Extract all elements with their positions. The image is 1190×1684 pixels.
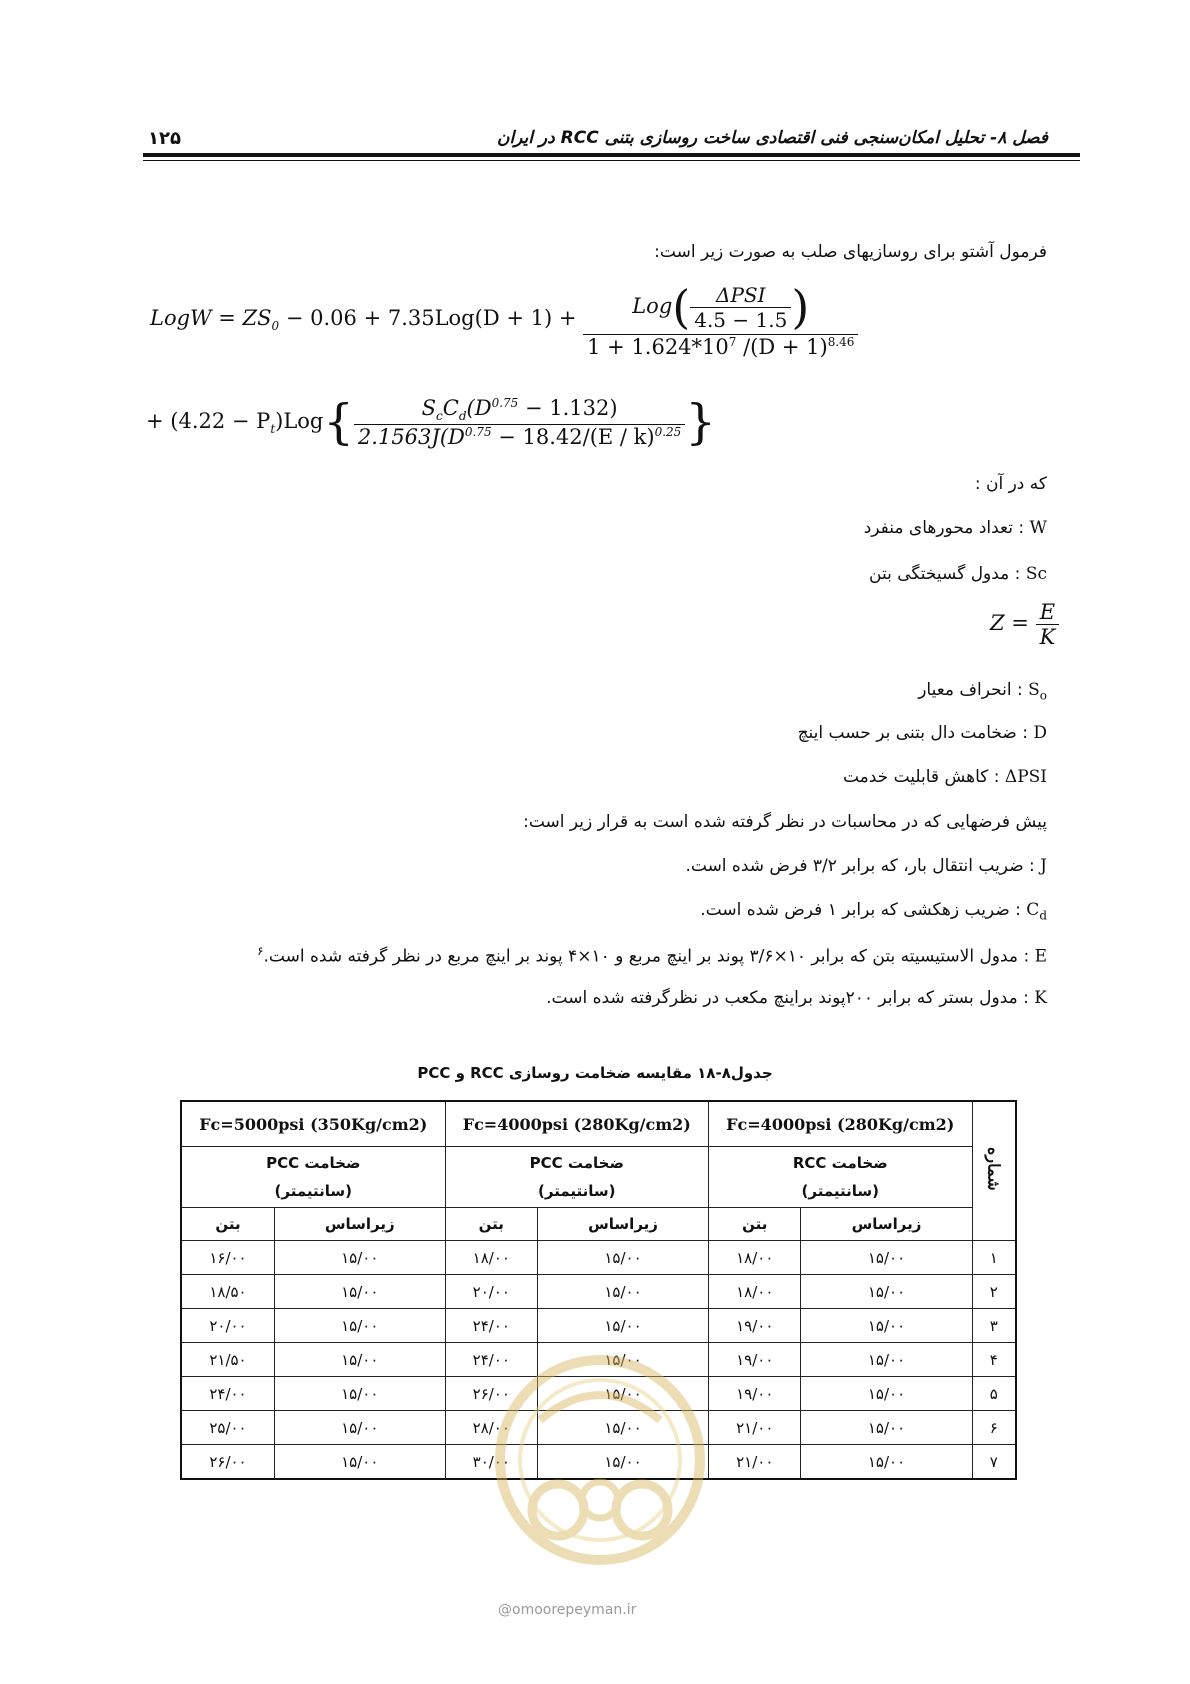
def-w: W : تعداد محورهای منفرد <box>863 518 1047 538</box>
assumption-cd: $C_d$ : ضریب زهکشی که برابر ۱ فرض شده است. <box>700 900 1047 923</box>
table-row <box>181 1241 1016 1275</box>
group-1-title: ضخامت RCC (سانتیمتر) <box>709 1147 972 1208</box>
chapter-title: فصل ۸- تحلیل امکان‌سنجی فنی اقتصادی ساخت روسازی بتنی RCC در ایران <box>496 128 1048 148</box>
assumption-k: K : مدول بستر که برابر ۲۰۰پوند براینچ مکعب در نظرگرفته شده است. <box>546 988 1047 1008</box>
def-d: D : ضخامت دال بتنی بر حسب اینچ <box>797 723 1047 743</box>
z-denominator: K <box>1039 625 1056 649</box>
table-cell: ۱۹/۰۰ <box>709 1377 801 1411</box>
table-cell: ۲۴/۰۰ <box>181 1377 274 1411</box>
row-number: ۴ <box>972 1343 1016 1377</box>
table-cell: ۱۶/۰۰ <box>181 1241 274 1275</box>
second-fraction-numerator: $S_cC_d(D^{0.75} - 1.132)$ <box>354 396 685 424</box>
assumption-e-exponent: ۶ <box>257 944 264 958</box>
col-base: زیراساس <box>801 1208 972 1241</box>
assumption-j: J : ضریب انتقال بار، که برابر ۳/۲ فرض شده است. <box>685 856 1047 876</box>
table-cell: ۲۱/۰۰ <box>709 1445 801 1480</box>
table-cell: ۲۶/۰۰ <box>181 1445 274 1480</box>
table-cell: ۱۵/۰۰ <box>801 1241 972 1275</box>
table-cell: ۱۵/۰۰ <box>801 1309 972 1343</box>
page-number: ۱۲۵ <box>148 128 181 149</box>
dpsi-denominator: 4.5 − 1.5 <box>694 308 788 332</box>
table-cell: ۲۴/۰۰ <box>445 1309 537 1343</box>
table-cell: ۱۸/۰۰ <box>709 1241 801 1275</box>
second-fraction-denominator: $2.1563J(D^{0.75} - 18.42/(E / k)^{0.25}$ <box>357 424 682 449</box>
table-cell: ۱۵/۰۰ <box>274 1241 445 1275</box>
row-number: ۳ <box>972 1309 1016 1343</box>
group-3-fc: Fc=5000psi (350Kg/cm2) <box>181 1101 445 1147</box>
formula-big-denominator: $1 + 1.624*10^7$ $/(D + 1)^{8.46}$ <box>587 335 855 359</box>
row-number: ۶ <box>972 1411 1016 1445</box>
col-concrete: بتن <box>709 1208 801 1241</box>
table-cell: ۱۸/۵۰ <box>181 1275 274 1309</box>
def-dpsi: ΔPSI : کاهش قابلیت خدمت <box>842 767 1047 787</box>
intro-paragraph: فرمول آشتو برای روسازیهای صلب به صورت زیر است: <box>654 242 1047 262</box>
table-cell: ۱۸/۰۰ <box>445 1241 537 1275</box>
group-2-fc: Fc=4000psi (280Kg/cm2) <box>445 1101 708 1147</box>
group-2-title: ضخامت PCC (سانتیمتر) <box>445 1147 708 1208</box>
table-cell: ۱۵/۰۰ <box>538 1445 709 1480</box>
table-cell: ۱۹/۰۰ <box>709 1343 801 1377</box>
table-row <box>181 1377 1016 1411</box>
table-cell: ۱۹/۰۰ <box>709 1309 801 1343</box>
formula-big-fraction <box>583 280 858 359</box>
table-cell: ۱۵/۰۰ <box>801 1343 972 1377</box>
table-cell: ۱۵/۰۰ <box>274 1377 445 1411</box>
row-number: ۲ <box>972 1275 1016 1309</box>
def-sc: Sc : مدول گسیختگی بتن <box>869 564 1047 584</box>
row-number: ۷ <box>972 1445 1016 1480</box>
row-number: ۱ <box>972 1241 1016 1275</box>
table-cell: ۱۵/۰۰ <box>538 1377 709 1411</box>
thickness-comparison-table <box>180 1100 1017 1480</box>
table-cell: ۲۰/۰۰ <box>181 1309 274 1343</box>
table-cell: ۲۶/۰۰ <box>445 1377 537 1411</box>
table-cell: ۱۵/۰۰ <box>801 1377 972 1411</box>
table-row <box>181 1445 1016 1480</box>
table-row <box>181 1309 1016 1343</box>
group-3-title: ضخامت PCC (سانتیمتر) <box>181 1147 445 1208</box>
table-cell: ۱۵/۰۰ <box>274 1411 445 1445</box>
table-cell: ۲۱/۵۰ <box>181 1343 274 1377</box>
table-cell: ۲۴/۰۰ <box>445 1343 537 1377</box>
assumptions-intro: پیش فرضهایی که در محاسبات در نظر گرفته شده است به قرار زیر است: <box>523 812 1047 832</box>
table-caption: جدول۸-۱۸ مقایسه ضخامت روسازی RCC و PCC <box>417 1064 773 1082</box>
def-so: $S_o$ : انحراف معیار <box>918 680 1047 703</box>
table-cell: ۱۵/۰۰ <box>274 1343 445 1377</box>
table-cell: ۲۵/۰۰ <box>181 1411 274 1445</box>
table-cell: ۱۵/۰۰ <box>538 1343 709 1377</box>
table-row <box>181 1411 1016 1445</box>
col-base: زیراساس <box>274 1208 445 1241</box>
table-cell: ۳۰/۰۰ <box>445 1445 537 1480</box>
table-cell: ۱۵/۰۰ <box>538 1411 709 1445</box>
group-1-fc: Fc=4000psi (280Kg/cm2) <box>709 1101 972 1147</box>
header-rule-thin <box>143 160 1080 161</box>
aashto-formula-line-1 <box>150 280 858 359</box>
table-cell: ۱۵/۰۰ <box>801 1275 972 1309</box>
aashto-formula-line-2: + $(4.22 - P_t)Log${ $\frac{S_cC_d(D^{0.75} - 1.132)}{2.1563J(D^{0.75} - 18.42/(E / k)^{0.25}}$ } <box>146 394 716 450</box>
table-cell: ۱۵/۰۰ <box>801 1445 972 1480</box>
table-cell: ۱۵/۰۰ <box>538 1275 709 1309</box>
col-base: زیراساس <box>538 1208 709 1241</box>
where-label: که در آن : <box>974 474 1047 494</box>
table-cell: ۱۵/۰۰ <box>538 1309 709 1343</box>
assumption-e: E : مدول الاستیسیته بتن که برابر ۱۰×۳/۶ پوند بر اینچ مربع و ۱۰×۴ پوند بر اینچ مربع در نظر گرفته شده است.$^۶$ <box>257 944 1047 967</box>
col-concrete: بتن <box>445 1208 537 1241</box>
formula-big-numerator: Log( $\frac{\text{ΔPSI}}{4.5 - 1.5}$ ) <box>583 280 858 335</box>
formula-second-fraction <box>354 396 685 448</box>
watermark-url: @omoorepeyman.ir <box>498 1602 637 1618</box>
table-row <box>181 1343 1016 1377</box>
table-cell: ۱۵/۰۰ <box>274 1309 445 1343</box>
def-z-formula: Z = $\frac{E}{K}$ <box>990 600 1059 649</box>
table-cell: ۱۵/۰۰ <box>801 1411 972 1445</box>
table-cell: ۱۵/۰۰ <box>274 1445 445 1480</box>
table-cell: ۱۸/۰۰ <box>709 1275 801 1309</box>
table-cell: ۱۵/۰۰ <box>274 1275 445 1309</box>
table-cell: ۱۵/۰۰ <box>538 1241 709 1275</box>
row-number: ۵ <box>972 1377 1016 1411</box>
table-cell: ۲۱/۰۰ <box>709 1411 801 1445</box>
table-cell: ۲۰/۰۰ <box>445 1275 537 1309</box>
row-number-header: شماره <box>972 1101 1016 1241</box>
table-row <box>181 1275 1016 1309</box>
dpsi-numerator: ΔPSI <box>690 283 791 308</box>
formula-linear-terms: − 0.06 + 7.35Log(D + 1) + <box>279 306 584 330</box>
formula-lhs: LogW = $ZS_0$ <box>150 306 280 334</box>
z-numerator: E <box>1036 600 1060 625</box>
table-cell: ۲۸/۰۰ <box>445 1411 537 1445</box>
col-concrete: بتن <box>181 1208 274 1241</box>
header-rule-thick <box>143 153 1080 157</box>
